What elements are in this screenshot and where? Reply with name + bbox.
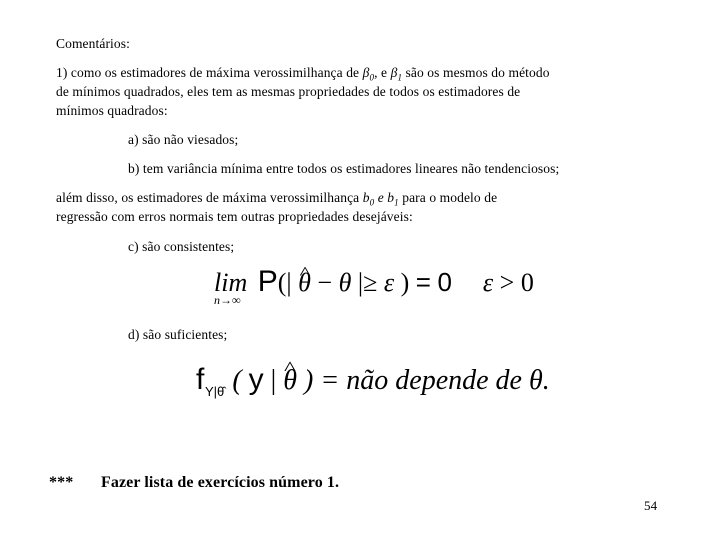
sufficiency-formula [196, 360, 550, 410]
paragraph-1-text-b: são os mesmos do método [405, 65, 550, 80]
footer-stars: *** [49, 474, 74, 491]
consistency-formula [214, 264, 534, 312]
page-number: 54 [644, 498, 658, 513]
equals-sign: = [415, 267, 431, 297]
close-paren: ) [400, 268, 410, 297]
paragraph-2-text-a: além disso, os estimadores de máxima verossimilhança [56, 190, 360, 205]
independence-statement: = não depende de θ. [320, 365, 550, 396]
b-1-symbol: $b_1$ [387, 190, 399, 208]
lim-operator: lim n→∞ [214, 268, 248, 307]
item-d: d) são suficientes; [128, 327, 228, 342]
gt-sign: > [499, 268, 515, 297]
paragraph-1-line-3: mínimos quadrados: [56, 103, 168, 118]
exercise-task: Fazer lista de exercícios número 1. [101, 474, 340, 491]
minus-sign: − [317, 268, 333, 297]
beta-0-symbol: $\beta_0$ [362, 65, 375, 83]
b-0-symbol: $b_0$ [362, 190, 375, 208]
epsilon: ε [383, 268, 395, 297]
lim-subscript: n→∞ [214, 293, 241, 307]
conjunction: , e [374, 65, 388, 80]
open-paren: ( [232, 365, 242, 396]
theta-hat-2: ^ θ [283, 361, 297, 401]
item-a: a) são não viesados; [128, 132, 239, 147]
item-b: b) tem variância mínima entre todos os estimadores lineares não tendenciosos; [128, 161, 560, 176]
item-c: c) são consistentes; [128, 239, 235, 254]
zero-2: 0 [520, 268, 534, 297]
epsilon-2: ε [482, 268, 494, 297]
paragraph-2-line-2: regressão com erros normais tem outras propriedades desejáveis: [56, 209, 413, 224]
conjunction-e: e [377, 190, 384, 205]
theta-hat: ^ θ [298, 265, 311, 301]
paragraph-1-text-a: 1) como os estimadores de máxima verossimilhança de [56, 65, 360, 80]
heading: Comentários: [56, 36, 130, 51]
density-subscript: Y|θ̂ [205, 384, 225, 399]
theta: θ [338, 268, 352, 297]
given-bar: | [270, 365, 277, 396]
zero: 0 [437, 267, 452, 297]
ge-sign: |≥ [357, 268, 378, 297]
beta-1-symbol: $\beta_1$ [390, 65, 403, 83]
paragraph-1-line-2: de mínimos quadrados, eles tem as mesmas propriedades de todos os estimadores de [56, 84, 521, 99]
probability-P: P [257, 265, 278, 298]
open-paren-bar: (| [277, 268, 292, 297]
density-f: f Y|θ̂ [196, 363, 225, 399]
paragraph-2-text-b: para o modelo de [402, 190, 498, 205]
variable-y: y [248, 363, 264, 396]
close-paren-2: ) [304, 365, 314, 396]
